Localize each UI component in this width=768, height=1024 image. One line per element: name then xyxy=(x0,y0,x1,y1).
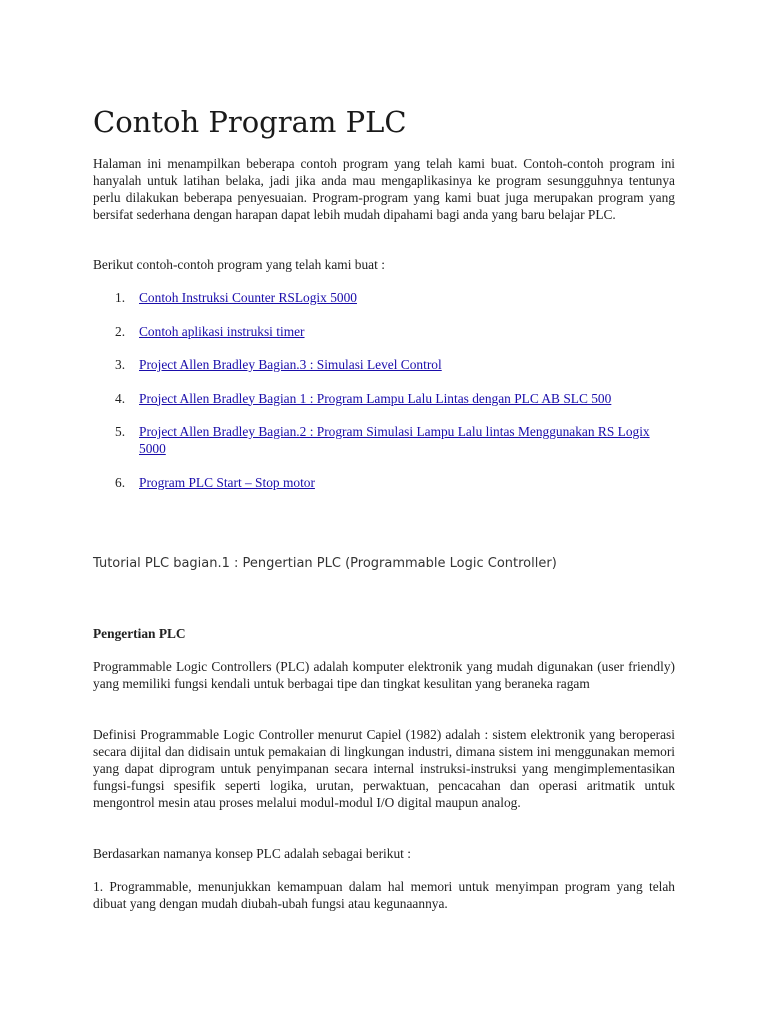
definition-paragraph: Programmable Logic Controllers (PLC) adalah komputer elektronik yang mudah digunakan (user friendly) yang memiliki fungsi kendali untuk berbagai tipe dan tingkat kesulitan yang beraneka ragam xyxy=(93,659,675,691)
link-traffic-light-slc500[interactable]: Project Allen Bradley Bagian 1 : Program Lampu Lalu Lintas dengan PLC AB SLC 500 xyxy=(139,390,612,406)
link-traffic-light-rslogix5000[interactable]: Project Allen Bradley Bagian.2 : Program Simulasi Lampu Lalu lintas Menggunakan RS Logix 5000 xyxy=(139,424,650,456)
list-item xyxy=(93,474,675,491)
programmable-paragraph: 1. Programmable, menunjukkan kemampuan dalam hal memori untuk menyimpan program yang telah dibuat yang dengan mudah diubah-ubah fungsi atau kegunaannya. xyxy=(93,879,675,911)
list-item xyxy=(93,323,675,340)
list-item xyxy=(93,289,675,306)
concept-paragraph: Berdasarkan namanya konsep PLC adalah sebagai berikut : xyxy=(93,846,411,861)
list-item-number: 1. xyxy=(115,290,126,305)
section-heading: Pengertian PLC xyxy=(93,626,186,641)
program-links-list xyxy=(93,289,675,507)
tutorial-heading: Tutorial PLC bagian.1 : Pengertian PLC (Programmable Logic Controller) xyxy=(93,556,557,571)
link-start-stop-motor[interactable]: Program PLC Start – Stop motor xyxy=(139,474,315,490)
page-title: Contoh Program PLC xyxy=(93,105,407,139)
list-item-number: 5. xyxy=(115,424,126,439)
list-item-number: 3. xyxy=(115,357,126,372)
link-timer-instruction[interactable]: Contoh aplikasi instruksi timer xyxy=(139,323,305,339)
list-item-number: 2. xyxy=(115,323,126,339)
link-counter-rslogix[interactable]: Contoh Instruksi Counter RSLogix 5000 xyxy=(139,290,357,305)
list-item-number: 4. xyxy=(115,390,126,406)
capiel-definition-paragraph: Definisi Programmable Logic Controller menurut Capiel (1982) adalah : sistem elektronik yang beroperasi secara dijital dan didisain untuk pemakaian di lingkungan industri, dimana sistem ini menggunakan memori yang dapat diprogram untuk penyimpanan secara internal instruksi-instruksi yang mengimplementasikan fungsi-fungsi spesifik seperti logika, urutan, perwaktuan, pencacahan dan operasi aritmatik untuk mengontrol mesin atau proses melalui modul-modul I/O digital maupun analog. xyxy=(93,727,675,810)
list-item-number: 6. xyxy=(115,474,126,490)
list-item xyxy=(93,356,675,373)
list-intro-paragraph: Berikut contoh-contoh program yang telah kami buat : xyxy=(93,257,385,272)
list-item xyxy=(93,390,675,407)
intro-paragraph: Halaman ini menampilkan beberapa contoh program yang telah kami buat. Contoh-contoh program ini hanyalah untuk latihan belaka, jadi jika anda mau mengaplikasinya ke program sesungguhnya tentunya perlu dilakukan beberapa penyesuaian. Program-program yang kami buat juga merupakan program yang bersifat sederhana dengan harapan dapat lebih mudah dipahami bagi anda yang baru belajar PLC. xyxy=(93,156,675,222)
link-level-control[interactable]: Project Allen Bradley Bagian.3 : Simulasi Level Control xyxy=(139,357,442,372)
list-item xyxy=(93,423,675,457)
